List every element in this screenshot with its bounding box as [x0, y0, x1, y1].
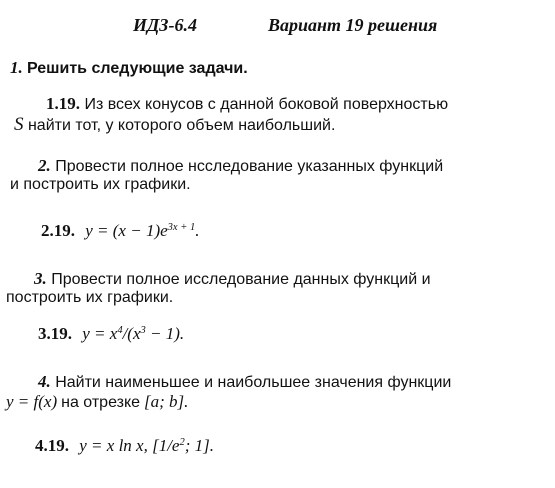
task3-line1 [34, 270, 431, 288]
task1-problem-text: Из всех конусов с данной боковой поверхностью [84, 96, 449, 113]
task2-line1 [38, 157, 443, 175]
task4-problem-number: 4.19. [35, 436, 69, 455]
task4-line2 [6, 393, 188, 411]
task1-number: 1. [10, 58, 23, 77]
task1-variable-s: S [14, 114, 24, 135]
task2-line2: и построить их графики. [10, 176, 191, 193]
variant-title: Вариант 19 решения [268, 15, 438, 35]
task1-problem-line2 [14, 115, 335, 134]
task3-problem [38, 325, 184, 342]
task1-problem-line1 [46, 95, 448, 113]
task4-formula: y = x ln x, [$1/e^2$; 1]. [79, 436, 215, 455]
task2-problem [41, 222, 199, 239]
task3-formula: $y = x^4/(x^3 - 1)$. [82, 324, 185, 343]
task4-problem [35, 437, 214, 454]
task4-number: 4. [38, 372, 51, 391]
task4-text2: на отрезке [61, 394, 141, 411]
task3-text1: Провести полное исследование данных функций и [51, 271, 431, 288]
task2-number: 2. [38, 156, 51, 175]
task4-function: y = f(x) [6, 392, 58, 411]
task2-problem-number: 2.19. [41, 221, 75, 240]
task2-formula: $y = (x - 1)e^{3x + 1}$. [85, 221, 200, 240]
task1-heading [10, 59, 248, 77]
document-title: ИДЗ-6.4 [133, 15, 197, 35]
task3-number: 3. [34, 269, 47, 288]
task1-heading-text: Решить следующие задачи. [27, 60, 248, 77]
task4-interval: [a; b]. [144, 392, 189, 411]
task3-line2: построить их графики. [6, 289, 174, 306]
task2-text1: Провести полное нсследование указанных функций [55, 158, 444, 175]
task3-problem-number: 3.19. [38, 324, 72, 343]
task1-problem-number: 1.19. [46, 94, 80, 113]
task4-line1 [38, 373, 451, 391]
task1-problem-text2: найти тот, у которого объем наибольший. [27, 117, 336, 134]
task4-text1: Найти наименьшее и наибольшее значения функции [55, 374, 452, 391]
